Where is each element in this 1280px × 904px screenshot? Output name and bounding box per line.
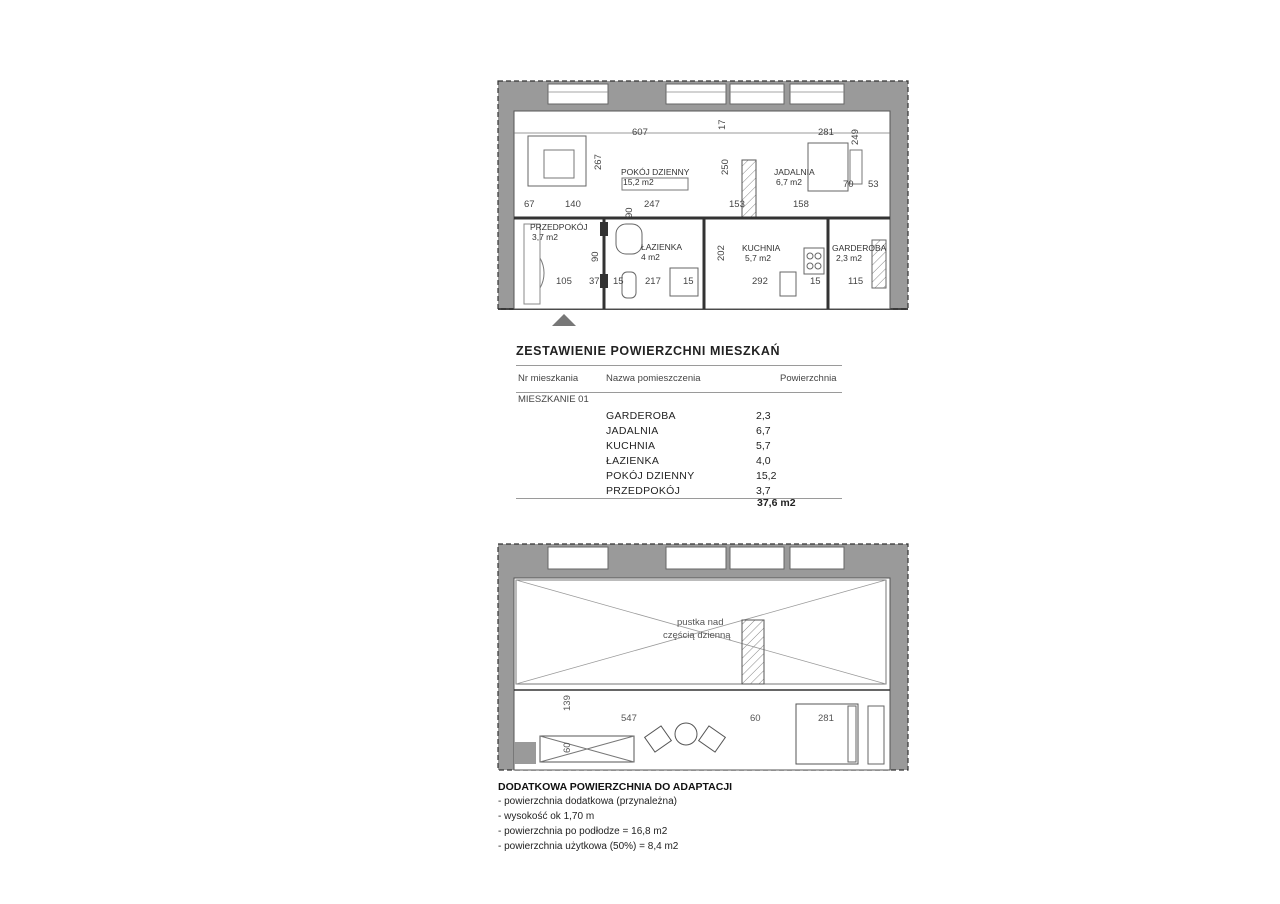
room-label: GARDEROBA <box>832 243 887 253</box>
dimension-label: 60 <box>562 742 573 753</box>
room-label: JADALNIA <box>774 167 815 177</box>
void-label-line1: pustka nad <box>677 617 724 628</box>
dimension-label: 53 <box>868 179 879 190</box>
note-line: - powierzchnia po podłodze = 16,8 m2 <box>498 826 668 837</box>
outer-wall-right <box>890 81 908 309</box>
ground-floor-plan <box>498 81 908 326</box>
room-area: 4 m2 <box>641 252 660 262</box>
room-label: KUCHNIA <box>742 243 781 253</box>
room-name: GARDEROBA <box>606 410 676 422</box>
table-row <box>606 410 842 425</box>
room-area: 3,7 m2 <box>532 232 558 242</box>
table-row <box>606 470 842 485</box>
summary-title: ZESTAWIENIE POWIERZCHNI MIESZKAŃ <box>516 344 781 358</box>
dimension-label: 249 <box>850 129 861 145</box>
void-label-line2: częścią dzienną <box>663 630 731 641</box>
window-recesses <box>548 84 844 104</box>
divider <box>516 365 842 366</box>
room-area: 15,2 <box>756 470 777 482</box>
dimension-label: 292 <box>752 276 768 287</box>
room-label: POKÓJ DZIENNY <box>621 167 690 177</box>
dimension-label: 217 <box>645 276 661 287</box>
room-area: 5,7 m2 <box>745 253 771 263</box>
room-area: 2,3 m2 <box>836 253 862 263</box>
note-line: - wysokość ok 1,70 m <box>498 811 595 822</box>
dimension-label: 158 <box>793 199 809 210</box>
room-label: ŁAZIENKA <box>641 242 683 252</box>
dimension-label: 281 <box>818 713 834 724</box>
dimension-label: 140 <box>565 199 581 210</box>
room-area: 6,7 <box>756 425 771 437</box>
room-name: KUCHNIA <box>606 440 656 452</box>
apartment-number: MIESZKANIE 01 <box>518 394 589 405</box>
room-area: 3,7 <box>756 485 771 497</box>
dimension-label: 15 <box>683 276 694 287</box>
table-row <box>606 425 842 440</box>
room-area: 15,2 m2 <box>623 177 654 187</box>
dimension-label: 267 <box>593 154 604 170</box>
dimension-label: 60 <box>750 713 761 724</box>
dimension-label: 15 <box>613 276 624 287</box>
room-name: PRZEDPOKÓJ <box>606 485 681 497</box>
room-list <box>606 410 842 500</box>
room-name: JADALNIA <box>606 425 659 437</box>
column-header-name: Nazwa pomieszczenia <box>606 373 701 384</box>
attic-wall-right <box>890 544 908 770</box>
dimension-label: 250 <box>720 159 731 175</box>
total-area: 37,6 m2 <box>757 497 796 509</box>
note-line: - powierzchnia użytkowa (50%) = 8,4 m2 <box>498 841 679 852</box>
dimension-label: 105 <box>556 276 572 287</box>
room-area: 6,7 m2 <box>776 177 802 187</box>
dimension-label: 67 <box>524 199 535 210</box>
additional-area-notes <box>498 781 918 856</box>
note-line: - powierzchnia dodatkowa (przynależna) <box>498 796 677 807</box>
dimension-label: 90 <box>590 251 601 262</box>
outer-wall-left <box>498 81 514 309</box>
dimension-label: 247 <box>644 199 660 210</box>
dimension-label: 547 <box>621 713 637 724</box>
dimension-label: 15 <box>810 276 821 287</box>
dimension-label: 202 <box>716 245 727 261</box>
dimension-label: 17 <box>717 119 728 130</box>
table-row <box>606 455 842 470</box>
dimension-label: 115 <box>848 276 864 287</box>
table-row <box>606 440 842 455</box>
dimension-label: 70 <box>843 179 854 190</box>
room-label: PRZEDPOKÓJ <box>530 222 588 232</box>
attic-plan <box>498 544 908 770</box>
column-header-number: Nr mieszkania <box>518 373 579 384</box>
round-table-shape <box>675 723 697 745</box>
dimension-label: 37 <box>589 276 600 287</box>
entrance-arrow-icon <box>552 314 576 326</box>
room-area: 2,3 <box>756 410 771 422</box>
column-header-area: Powierzchnia <box>780 373 837 384</box>
dimension-label: 139 <box>562 695 573 711</box>
dimension-label: 90 <box>624 207 635 218</box>
dimension-label: 607 <box>632 127 648 138</box>
room-area: 4,0 <box>756 455 771 467</box>
divider <box>516 392 842 393</box>
attic-wall-left <box>498 544 514 770</box>
room-area: 5,7 <box>756 440 771 452</box>
room-name: ŁAZIENKA <box>606 455 660 467</box>
dimension-label: 281 <box>818 127 834 138</box>
room-name: POKÓJ DZIENNY <box>606 470 695 482</box>
dimension-label: 153 <box>729 199 745 210</box>
notes-title: DODATKOWA POWIERZCHNIA DO ADAPTACJI <box>498 781 733 793</box>
